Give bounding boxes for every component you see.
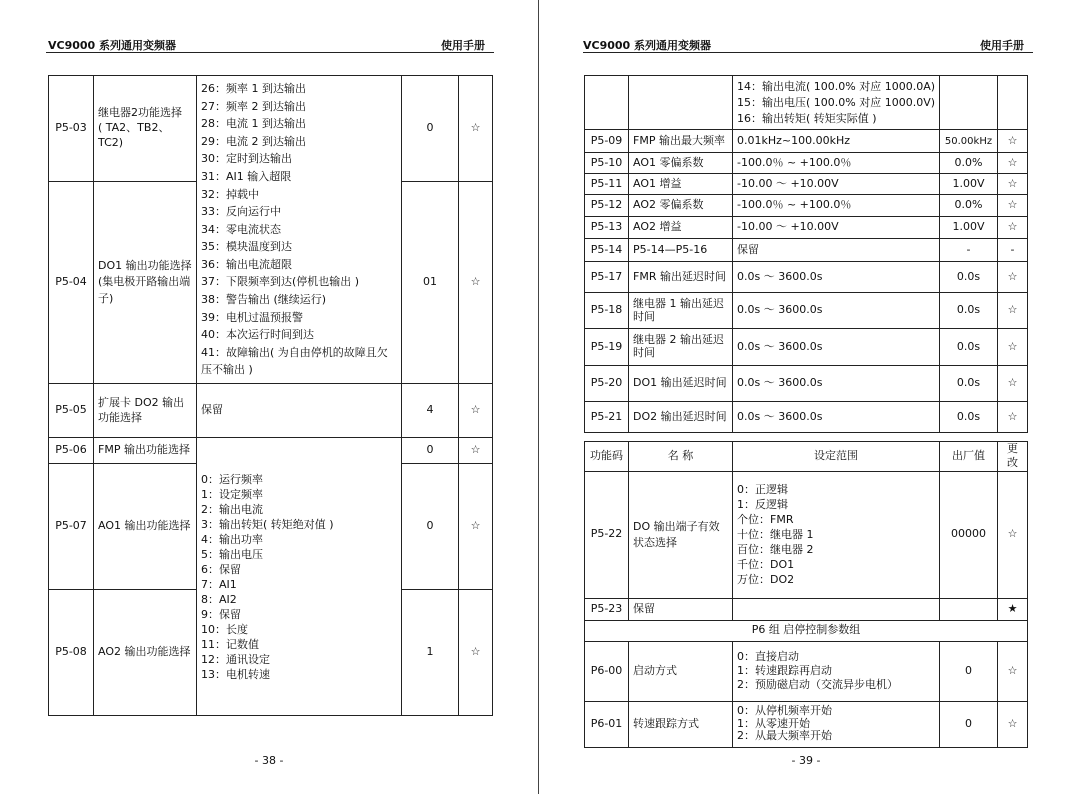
param-default: 0.0s (940, 402, 998, 433)
param-name: DO1 输出功能选择 (集电极开路输出端 子) (94, 182, 197, 384)
param-change-filled-star-icon: ★ (998, 598, 1028, 620)
option-item: 0：运行频率 (201, 472, 263, 486)
option-item: 0：正逻辑 (737, 483, 788, 497)
page-number: - 38 - (254, 754, 284, 767)
param-range: 0.0s ～ 3600.0s (733, 329, 940, 366)
param-change-star-icon: ☆ (998, 293, 1028, 329)
param-default: 00000 (940, 471, 998, 598)
option-item: 4：输出功率 (201, 532, 263, 546)
param-name: 扩展卡 DO2 输出功能选择 (94, 384, 197, 438)
empty-cell (998, 76, 1028, 130)
left-page (0, 0, 538, 794)
param-change-star-icon: ☆ (459, 464, 493, 590)
param-name: AO2 增益 (629, 217, 733, 239)
param-name: 继电器 1 输出延迟时间 (629, 293, 733, 329)
param-name: DO 输出端子有效状态选择 (629, 471, 733, 598)
param-name: FMP 输出功能选择 (94, 438, 197, 464)
parameter-table-right-upper (584, 75, 1028, 433)
option-item: 37：下限频率到达(停机也输出 ) (201, 275, 360, 289)
param-range-options (733, 471, 940, 598)
option-item: 35：模块温度到达 (201, 240, 292, 254)
param-code: P5-20 (585, 366, 629, 402)
option-item: 3：输出转矩( 转矩绝对值 ) (201, 517, 334, 531)
param-code: P5-23 (585, 598, 629, 620)
option-item: 千位：DO1 (737, 558, 795, 572)
param-change-star-icon: ☆ (459, 590, 493, 716)
param-code: P5-08 (49, 590, 94, 716)
param-name: AO1 零偏系数 (629, 153, 733, 174)
param-code: P5-21 (585, 402, 629, 433)
param-name: DO1 输出延迟时间 (629, 366, 733, 402)
option-item: 压不输出 ) (201, 363, 253, 377)
param-range-options (733, 76, 940, 130)
param-range: 保留 (197, 384, 402, 438)
header-rule (46, 52, 494, 53)
param-default: 0.0s (940, 366, 998, 402)
param-change-star-icon: ☆ (998, 366, 1028, 402)
param-code: P5-03 (49, 76, 94, 182)
option-item: 12：通讯设定 (201, 652, 270, 666)
option-item: 26：频率 1 到达输出 (201, 81, 306, 95)
param-name: P5-14—P5-16 (629, 239, 733, 262)
param-name: 继电器 2 输出延迟时间 (629, 329, 733, 366)
param-default: 0 (940, 641, 998, 701)
param-range: 0.0s ～ 3600.0s (733, 402, 940, 433)
param-range-options (197, 76, 402, 384)
param-code: P5-10 (585, 153, 629, 174)
param-change: - (998, 239, 1028, 262)
param-change-star-icon: ☆ (459, 182, 493, 384)
param-code: P5-06 (49, 438, 94, 464)
param-code: P5-17 (585, 262, 629, 293)
option-item: 38：警告输出 (继续运行) (201, 293, 327, 307)
option-item: 13：电机转速 (201, 667, 270, 681)
header-model-title: VC9000 系列通用变频器 (48, 39, 177, 52)
header-manual-label: 使用手册 (441, 39, 485, 52)
param-range: -100.0％ ~ +100.0％ (733, 153, 940, 174)
option-item: 6：保留 (201, 562, 241, 576)
param-change-star-icon: ☆ (998, 130, 1028, 153)
option-item: 百位：继电器 2 (737, 543, 814, 557)
option-item: 10：长度 (201, 622, 248, 636)
param-change-star-icon: ☆ (998, 701, 1028, 747)
param-code: P5-19 (585, 329, 629, 366)
column-header-range: 设定范围 (733, 442, 940, 472)
param-range: -10.00 ～ +10.00V (733, 217, 940, 239)
option-item: 0：从停机频率开始 (737, 704, 832, 718)
param-range-options (733, 641, 940, 701)
param-change-star-icon: ☆ (998, 641, 1028, 701)
param-change-star-icon: ☆ (459, 384, 493, 438)
page-number: - 39 - (791, 754, 821, 767)
param-default: 1.00V (940, 174, 998, 195)
column-header-name: 名 称 (629, 442, 733, 472)
option-item: 11：记数值 (201, 637, 259, 651)
param-code: P5-05 (49, 384, 94, 438)
param-code: P5-11 (585, 174, 629, 195)
param-name: AO2 输出功能选择 (94, 590, 197, 716)
param-name: 继电器2功能选择 ( TA2、TB2、TC2) (94, 76, 197, 182)
param-change-star-icon: ☆ (998, 262, 1028, 293)
param-range: 保留 (733, 239, 940, 262)
param-name: AO1 输出功能选择 (94, 464, 197, 590)
option-item: 5：输出电压 (201, 547, 263, 561)
column-header-code: 功能码 (585, 442, 629, 472)
param-code: P6-01 (585, 701, 629, 747)
param-code: P5-07 (49, 464, 94, 590)
param-range: 0.0s ～ 3600.0s (733, 262, 940, 293)
option-item: 36：输出电流超限 (201, 257, 292, 271)
param-code: P5-18 (585, 293, 629, 329)
option-item: 1：设定频率 (201, 487, 263, 501)
param-code: P5-14 (585, 239, 629, 262)
param-default: 1 (402, 590, 459, 716)
option-item: 41：故障输出( 为自由停机的故障且欠 (201, 345, 388, 359)
param-range-options (733, 701, 940, 747)
param-default: 0 (402, 76, 459, 182)
param-default: 50.00kHz (940, 130, 998, 153)
param-name: DO2 输出延迟时间 (629, 402, 733, 433)
group-title: P6 组 启停控制参数组 (585, 620, 1028, 641)
column-header-default: 出厂值 (940, 442, 998, 472)
option-item: 1：转速跟踪再启动 (737, 664, 832, 678)
empty-cell (585, 76, 629, 130)
option-item: 2：预励磁启动（交流异步电机） (737, 678, 898, 692)
param-range: 0.01kHz~100.00kHz (733, 130, 940, 153)
param-change-star-icon: ☆ (998, 217, 1028, 239)
option-item: 30：定时到达输出 (201, 152, 292, 166)
param-name: 转速跟踪方式 (629, 701, 733, 747)
param-code: P5-04 (49, 182, 94, 384)
option-item: 7：AI1 (201, 577, 237, 591)
param-code: P6-00 (585, 641, 629, 701)
param-default: 0.0s (940, 293, 998, 329)
option-item: 个位：FMR (737, 513, 794, 527)
option-item: 15：输出电压( 100.0% 对应 1000.0V) (737, 95, 936, 109)
param-change-star-icon: ☆ (998, 153, 1028, 174)
option-item: 8：AI2 (201, 592, 237, 606)
option-item: 29：电流 2 到达输出 (201, 134, 306, 148)
header-rule (583, 52, 1033, 53)
param-range: 0.0s ～ 3600.0s (733, 366, 940, 402)
param-default: - (940, 239, 998, 262)
parameter-table-right-lower (584, 441, 1028, 748)
right-page (539, 0, 1077, 794)
empty-cell (940, 76, 998, 130)
param-code: P5-09 (585, 130, 629, 153)
option-item: 0：直接启动 (737, 650, 799, 664)
param-code: P5-22 (585, 471, 629, 598)
param-default: 0.0% (940, 153, 998, 174)
option-item: 34：零电流状态 (201, 222, 281, 236)
option-item: 十位：继电器 1 (737, 528, 814, 542)
option-item: 28：电流 1 到达输出 (201, 117, 306, 131)
param-name: 保留 (629, 598, 733, 620)
param-default: 0.0s (940, 262, 998, 293)
param-change-star-icon: ☆ (998, 174, 1028, 195)
column-header-change: 更改 (998, 442, 1028, 472)
param-default: 1.00V (940, 217, 998, 239)
param-name: AO1 增益 (629, 174, 733, 195)
param-range: -10.00 ～ +10.00V (733, 174, 940, 195)
header-model-title: VC9000 系列通用变频器 (583, 39, 712, 52)
param-code: P5-13 (585, 217, 629, 239)
param-default: 01 (402, 182, 459, 384)
param-change-star-icon: ☆ (459, 438, 493, 464)
param-code: P5-12 (585, 195, 629, 217)
header-manual-label: 使用手册 (980, 39, 1024, 52)
option-item: 2：从最大频率开始 (737, 729, 832, 743)
param-change-star-icon: ☆ (998, 195, 1028, 217)
option-item: 16：输出转矩( 转矩实际值 ) (737, 111, 877, 125)
option-item: 33：反向运行中 (201, 205, 281, 219)
param-name: AO2 零偏系数 (629, 195, 733, 217)
param-change-star-icon: ☆ (998, 471, 1028, 598)
param-name: 启动方式 (629, 641, 733, 701)
param-default: 0 (402, 464, 459, 590)
param-name: FMR 输出延迟时间 (629, 262, 733, 293)
empty-cell (733, 598, 940, 620)
empty-cell (629, 76, 733, 130)
option-item: 32：掉载中 (201, 187, 259, 201)
param-change-star-icon: ☆ (998, 402, 1028, 433)
option-item: 39：电机过温预报警 (201, 310, 303, 324)
option-item: 1：从零速开始 (737, 716, 810, 730)
option-item: 27：频率 2 到达输出 (201, 99, 306, 113)
param-change-star-icon: ☆ (459, 76, 493, 182)
param-range: -100.0％ ~ +100.0％ (733, 195, 940, 217)
option-item: 9：保留 (201, 607, 241, 621)
option-item: 14：输出电流( 100.0% 对应 1000.0A) (737, 79, 936, 93)
option-item: 1：反逻辑 (737, 498, 788, 512)
option-item: 2：输出电流 (201, 502, 263, 516)
option-item: 31：AI1 输入超限 (201, 169, 292, 183)
param-name: FMP 输出最大频率 (629, 130, 733, 153)
empty-cell (940, 598, 998, 620)
param-range-options (197, 438, 402, 716)
parameter-table-left (48, 75, 493, 716)
param-change-star-icon: ☆ (998, 329, 1028, 366)
param-default: 0.0% (940, 195, 998, 217)
option-item: 万位：DO2 (737, 573, 795, 587)
param-default: 0.0s (940, 329, 998, 366)
param-default: 4 (402, 384, 459, 438)
option-item: 40：本次运行时间到达 (201, 328, 314, 342)
param-range: 0.0s ～ 3600.0s (733, 293, 940, 329)
param-default: 0 (940, 701, 998, 747)
param-default: 0 (402, 438, 459, 464)
